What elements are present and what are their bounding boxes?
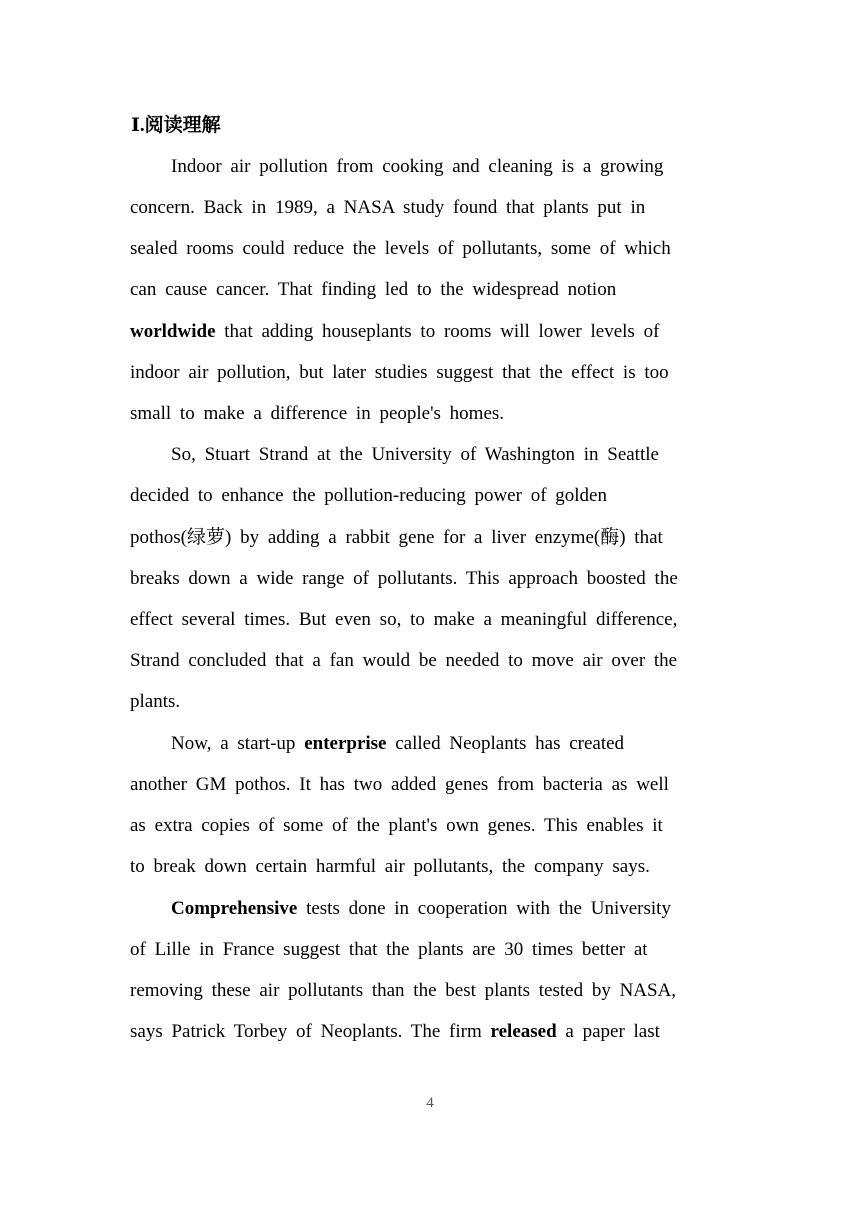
- paragraph-1-line-2: concern. Back in 1989, a NASA study found that plants put in: [130, 197, 646, 218]
- paragraph-2-line-3: pothos(绿萝) by adding a rabbit gene for a liver enzyme(酶) that: [130, 527, 663, 548]
- paragraph-4-line-4-pre: says Patrick Torbey of Neoplants. The firm: [130, 1021, 491, 1042]
- paragraph-2-line-5: effect several times. But even so, to make a meaningful difference,: [130, 609, 678, 630]
- paragraph-2-line-7: plants.: [130, 691, 181, 712]
- bold-word-released: released: [490, 1021, 557, 1042]
- paragraph-4-line-4: [130, 1018, 660, 1046]
- paragraph-3-line-1: [171, 730, 624, 758]
- paragraph-1-line-5-text: that adding houseplants to rooms will lower levels of: [215, 321, 660, 342]
- paragraph-1-line-7: small to make a difference in people's homes.: [130, 403, 505, 424]
- section-heading: Ⅰ.阅读理解: [131, 115, 221, 136]
- paragraph-2-line-2: decided to enhance the pollution-reducing power of golden: [130, 485, 607, 506]
- paragraph-3-line-3: as extra copies of some of the plant's own genes. This enables it: [130, 815, 663, 836]
- bold-word-comprehensive: Comprehensive: [171, 898, 298, 919]
- paragraph-2-line-1: So, Stuart Strand at the University of Washington in Seattle: [171, 444, 659, 465]
- paragraph-3-line-4: to break down certain harmful air pollutants, the company says.: [130, 856, 650, 877]
- paragraph-4-line-3: removing these air pollutants than the best plants tested by NASA,: [130, 980, 677, 1001]
- paragraph-4-line-2: of Lille in France suggest that the plants are 30 times better at: [130, 939, 648, 960]
- paragraph-2-line-4: breaks down a wide range of pollutants. This approach boosted the: [130, 568, 678, 589]
- paragraph-4-line-1: [171, 895, 671, 923]
- paragraph-1-line-5: [130, 318, 659, 346]
- paragraph-2-line-6: Strand concluded that a fan would be needed to move air over the: [130, 650, 678, 671]
- paragraph-3-line-2: another GM pothos. It has two added genes from bacteria as well: [130, 774, 669, 795]
- paragraph-1-line-4: can cause cancer. That finding led to the widespread notion: [130, 279, 617, 300]
- paragraph-1-line-3: sealed rooms could reduce the levels of pollutants, some of which: [130, 238, 671, 259]
- paragraph-3-line-1-pre: Now, a start-up: [171, 733, 305, 754]
- page-number: 4: [426, 1095, 434, 1111]
- paragraph-4-line-4-post: a paper last: [556, 1021, 660, 1042]
- bold-word-worldwide: worldwide: [130, 321, 216, 342]
- paragraph-1-line-6: indoor air pollution, but later studies suggest that the effect is too: [130, 362, 669, 383]
- paragraph-3-line-1-post: called Neoplants has created: [386, 733, 625, 754]
- paragraph-4-line-1-text: tests done in cooperation with the University: [297, 898, 671, 919]
- bold-word-enterprise: enterprise: [304, 733, 387, 754]
- paragraph-1-line-1: Indoor air pollution from cooking and cleaning is a growing: [171, 156, 664, 177]
